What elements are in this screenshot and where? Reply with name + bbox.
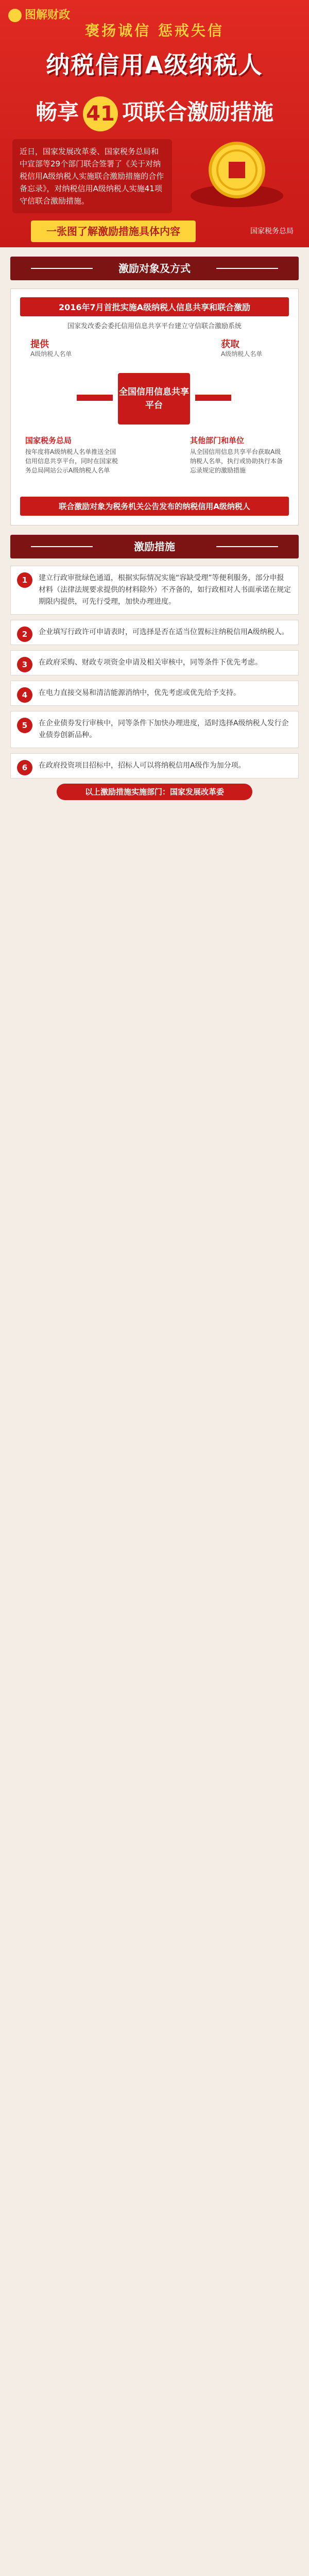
ribbon-banner: 一张图了解激励措施具体内容 [31, 221, 196, 242]
measure-number: 6 [17, 760, 32, 775]
measure-item [10, 711, 299, 748]
hero-banner [0, 0, 309, 247]
right-node-text: 从全国信用信息共享平台获取A级纳税人名单，执行或协助执行本备忘录规定的激励措施 [190, 448, 283, 474]
objects-footer: 联合激励对象为税务机关公告发布的纳税信用A级纳税人 [20, 497, 289, 516]
platform-box: 全国信用信息共享平台 [118, 373, 190, 425]
slogan: 褒扬诚信 惩戒失信 [85, 22, 224, 39]
measure-number: 2 [17, 626, 32, 642]
measure-number: 4 [17, 687, 32, 703]
measure-number: 1 [17, 572, 32, 588]
measures-list [10, 566, 299, 800]
measure-text: 在政府投资项目招标中，招标人可以将纳税信用A级作为加分项。 [39, 761, 246, 770]
measure-text: 企业填写行政许可申请表时，可选择是否在适当位置标注纳税信用A级纳税人。 [39, 628, 289, 636]
measure-number: 3 [17, 657, 32, 672]
date-bar: 2016年7月首批实施A级纳税人信息共享和联合激励 [20, 297, 289, 316]
objects-panel [10, 289, 299, 526]
receiver-sub: A级纳税人名单 [221, 350, 263, 358]
subtitle-pre: 畅享 [35, 99, 79, 125]
measure-text: 在政府采购、财政专项资金申请及相关审核中，同等条件下优先考虑。 [39, 658, 262, 667]
intro-text: 近日，国家发展改革委、国家税务总局和中宣部等29个部门联合签署了《关于对纳税信用A级纳税人实施联合激励措施的合作备忘录》，对纳税信用A级纳税人实施41项守信联合激励措施。 [12, 139, 172, 213]
objects-description: 国家发改委会委托信用信息共享平台建立守信联合激励系统 [67, 323, 242, 330]
measure-item [10, 650, 299, 675]
left-node-text: 按年度将A级纳税人名单推送全国信用信息共享平台，同时在国家税务总局网站公示A级纳税人名单 [25, 448, 118, 474]
department-banner: 以上激励措施实施部门：国家发展改革委 [57, 784, 252, 800]
provider-label: 提供 [30, 339, 49, 350]
provider-sub: A级纳税人名单 [30, 350, 72, 358]
arrow-right-icon [195, 395, 231, 401]
measure-text: 建立行政审批绿色通道，根据实际情况实施“容缺受理”等便利服务，部分申报材料（法律法规要求提供的材料除外）不齐备的，如行政相对人书面承诺在规定期限内提供，可先行受理，加快办理进度。 [39, 574, 291, 606]
measure-item [10, 753, 299, 778]
page-title: 纳税信用A级纳税人 [46, 51, 263, 79]
measure-number: 5 [17, 718, 32, 733]
left-node-label: 国家税务总局 [25, 436, 72, 445]
measure-item [10, 681, 299, 706]
section-heading-measures: 激励措施 [10, 535, 299, 558]
measure-item [10, 566, 299, 615]
source-label: 国家税务总局 [250, 227, 294, 235]
measure-text: 在电力直接交易和清洁能源消纳中，优先考虑或优先给予支持。 [39, 689, 241, 697]
measure-item [10, 620, 299, 645]
brand-text: 图解财政 [25, 8, 71, 21]
arrow-right-icon [77, 395, 113, 401]
subtitle-number-badge: 41 [83, 96, 118, 131]
section-heading-objects: 激励对象及方式 [10, 257, 299, 280]
subtitle-post: 项联合激励措施 [122, 99, 274, 125]
receiver-label: 获取 [221, 339, 239, 350]
coin-illustration-icon [185, 139, 288, 211]
flow-diagram [20, 337, 289, 492]
measure-text: 在企业债券发行审核中，同等条件下加快办理进度，适时选择A级纳税人发行企业债券创新品种。 [39, 719, 289, 739]
right-node-label: 其他部门和单位 [190, 436, 245, 445]
page-subtitle [0, 95, 309, 131]
